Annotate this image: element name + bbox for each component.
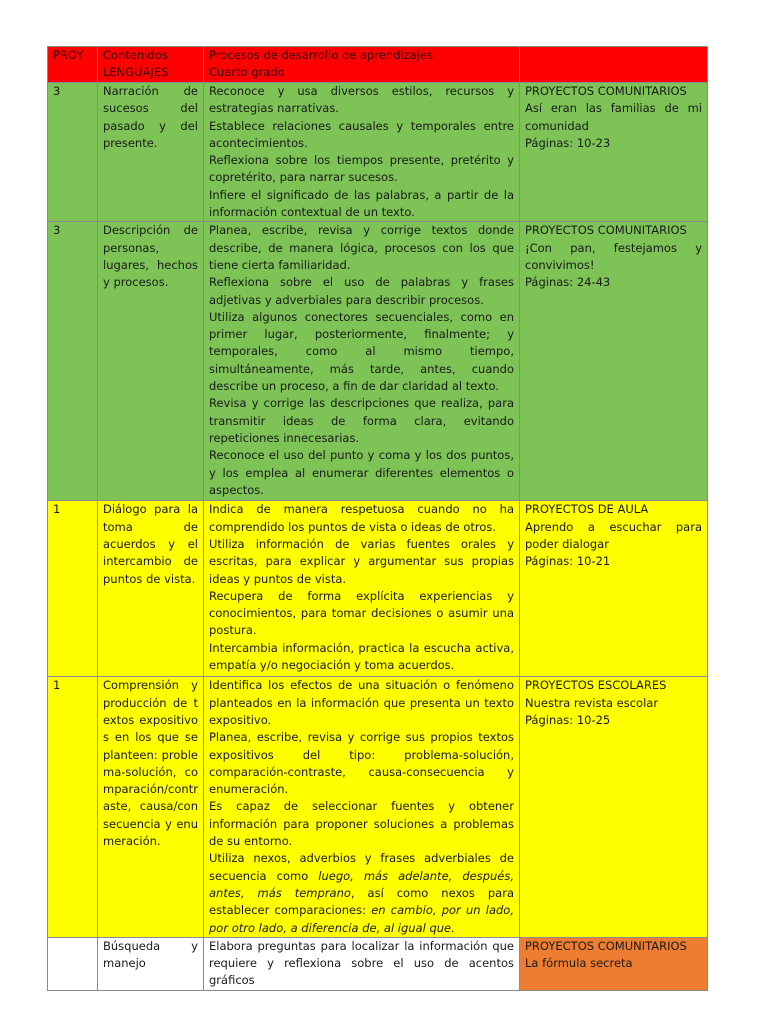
proyecto-cell: PROYECTOS COMUNITARIOS Así eran las familias de mi comunidad Páginas: 10-23 — [520, 83, 708, 222]
proyecto-cell: PROYECTOS COMUNITARIOS ¡Con pan, festejamos y convivimos! Páginas: 24-43 — [520, 222, 708, 501]
table-row — [48, 677, 708, 937]
table-row — [48, 83, 708, 222]
header-proy: PROY — [48, 47, 98, 83]
header-procesos: Procesos de desarrollo de aprendizajes Cuarto grado — [204, 47, 520, 83]
curriculum-table — [47, 46, 708, 991]
proy-cell: 1 — [48, 501, 98, 677]
table-row — [48, 501, 708, 677]
table-header-row — [48, 47, 708, 83]
proy-cell: 3 — [48, 83, 98, 222]
proy-cell: 3 — [48, 222, 98, 501]
header-contenidos: Contenidos LENGUAJES — [98, 47, 204, 83]
contenido-cell: Narración de sucesos del pasado y del presente. — [98, 83, 204, 222]
procesos-cell: Planea, escribe, revisa y corrige textos donde describe, de manera lógica, procesos con los que tiene cierta familiaridad. Reflexiona sobre el uso de palabras y frases adjetivas y adverbiales para describir procesos. Utiliza algunos conectores secuenciales, como en primer lugar, posteriormente, finalmente; y temporales, como al mismo tiempo, simultáneamente, más tarde, antes, cuando describe un proceso, a fin de dar claridad al texto. Revisa y corrige las descripciones que realiza, para transmitir ideas de forma clara, evitando repeticiones innecesarias. Reconoce el uso del punto y coma y los dos puntos, y los emplea al enumerar diferentes elementos o aspectos. — [204, 222, 520, 501]
table-row — [48, 937, 708, 990]
header-blank — [520, 47, 708, 83]
procesos-cell: Identifica los efectos de una situación o fenómeno planteados en la información que presenta un texto expositivo. Planea, escribe, revisa y corrige sus propios textos expositivos del tipo: problema-solución, comparación-contraste, causa-consecuencia y enumeración. Es capaz de seleccionar fuentes y obtener información para proponer soluciones a problemas de su entorno. Utiliza nexos, adverbios y frases adverbiales de secuencia como luego, más adelante, después, antes, más temprano, así como nexos para establecer comparaciones: en cambio, por un lado, por otro lado, a diferencia de, al igual que. — [204, 677, 520, 937]
contenido-cell: Comprensión y producción de textos expositivos en los que se planteen: problema-solución, comparación/contraste, causa/consecuencia y enumeración. — [98, 677, 204, 937]
procesos-cell: Indica de manera respetuosa cuando no ha comprendido los puntos de vista o ideas de otros. Utiliza información de varias fuentes orales y escritas, para explicar y argumentar sus propias ideas y puntos de vista. Recupera de forma explícita experiencias y conocimientos, para tomar decisiones o asumir una postura. Intercambia información, practica la escucha activa, empatía y/o negociación y toma acuerdos. — [204, 501, 520, 677]
proyecto-cell: PROYECTOS COMUNITARIOS La fórmula secreta — [520, 937, 708, 990]
contenido-cell: Búsqueda y manejo — [98, 937, 204, 990]
proy-cell — [48, 937, 98, 990]
proyecto-cell: PROYECTOS ESCOLARES Nuestra revista escolar Páginas: 10-25 — [520, 677, 708, 937]
table-row — [48, 222, 708, 501]
contenido-cell: Diálogo para la toma de acuerdos y el intercambio de puntos de vista. — [98, 501, 204, 677]
procesos-cell: Elabora preguntas para localizar la información que requiere y reflexiona sobre el uso de acentos gráficos — [204, 937, 520, 990]
proyecto-cell: PROYECTOS DE AULA Aprendo a escuchar para poder dialogar Páginas: 10-21 — [520, 501, 708, 677]
procesos-cell: Reconoce y usa diversos estilos, recursos y estrategias narrativas. Establece relaciones causales y temporales entre acontecimientos. Reflexiona sobre los tiempos presente, pretérito y copretérito, para narrar sucesos. Infiere el significado de las palabras, a partir de la información contextual de un texto. — [204, 83, 520, 222]
contenido-cell: Descripción de personas, lugares, hechos y procesos. — [98, 222, 204, 501]
proy-cell: 1 — [48, 677, 98, 937]
nexos-paragraph: Utiliza nexos, adverbios y frases adverbiales de secuencia como luego, más adelante, después, antes, más temprano, así como nexos para establecer comparaciones: en cambio, por un lado, por otro lado, a diferencia de, al igual que. — [209, 851, 515, 935]
